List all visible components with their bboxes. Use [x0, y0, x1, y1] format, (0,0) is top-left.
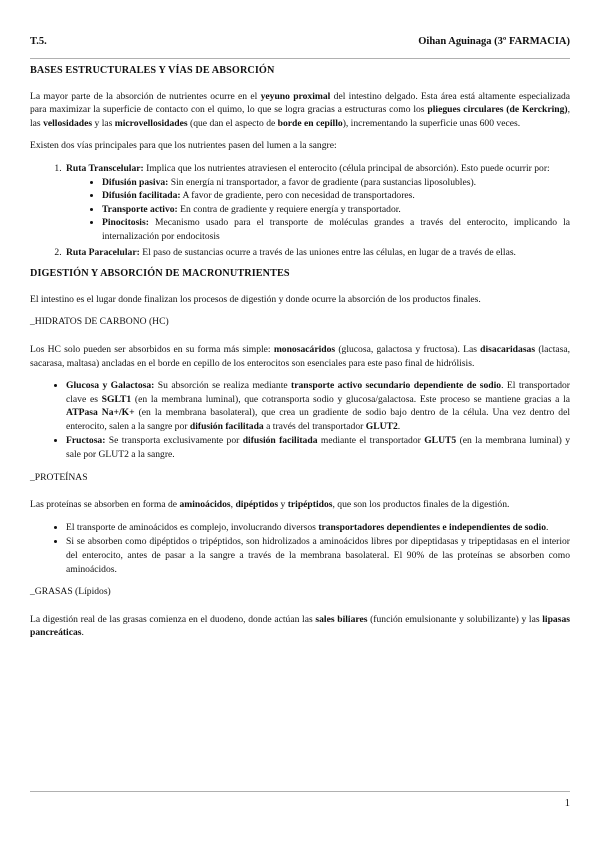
subheading-proteins: _PROTEÍNAS	[30, 471, 88, 483]
route-paracellular: 2. Ruta Paracelular: El paso de sustancias ocurre a través de las uniones entre las células, en lugar de a través de ellas.	[64, 246, 570, 260]
routes-list	[30, 162, 570, 259]
list-item: • El transporte de aminoácidos es complejo, involucrando diversos transportadores dependientes e independientes de sodio.	[66, 521, 570, 535]
footer-divider	[30, 791, 570, 792]
header-topic: T.5.	[30, 36, 47, 47]
subheading-fats: _GRASAS (Lípidos)	[30, 586, 111, 598]
paragraph-carbohydrates: Los HC solo pueden ser absorbidos en su forma más simple: monosacáridos (glucosa, galactosa y fructosa). Las disacaridasas (lactasa, sacarasa, maltasa) ancladas en el borde en cepillo de los enterocitos son esenciales para este paso final de hidrólisis.	[30, 343, 571, 369]
list-item: • Transporte activo: En contra de gradiente y requiere energía y transportador.	[102, 203, 570, 217]
subheading-carbohydrates: _HIDRATOS DE CARBONO (HC)	[30, 316, 169, 328]
paragraph-fats: La digestión real de las grasas comienza en el duodeno, donde actúan las sales biliares (función emulsionante y solubilizante) y las lipasas pancreáticas.	[30, 613, 570, 639]
page-number: 1	[564, 798, 570, 809]
paragraph-routes-intro: Existen dos vías principales para que los nutrientes pasen del lumen a la sangre:	[30, 140, 337, 152]
header-author: Oihan Aguinaga (3º FARMACIA)	[418, 36, 570, 47]
document-body	[30, 64, 570, 649]
list-item: • Difusión pasiva: Sin energía ni transportador, a favor de gradiente (para sustancias liposolubles).	[102, 176, 570, 190]
paragraph-proteins: Las proteínas se absorben en forma de aminoácidos, dipéptidos y tripéptidos, que son los productos finales de la digestión.	[30, 499, 510, 511]
list-item: • Difusión facilitada: A favor de gradiente, pero con necesidad de transportadores.	[102, 189, 570, 203]
carbohydrate-transport-list	[30, 379, 570, 462]
list-item-glucose: • Glucosa y Galactosa: Su absorción se realiza mediante transporte activo secundario dependiente de sodio. El transportador clave es SGLT1 (en la membrana luminal), que cotransporta sodio y glucosa/galactosa. Este proceso se mantiene gracias a la ATPasa Na+/K+ (en la membrana basolateral), que crea un gradiente de sodio bajo dentro de la célula. Una vez dentro del enterocito, salen a la sangre por difusión facilitada a través del transportador GLUT2.	[66, 379, 570, 433]
transcellular-mechanisms-list	[66, 176, 570, 244]
protein-transport-list	[30, 521, 570, 576]
list-item: • Si se absorben como dipéptidos o tripéptidos, son hidrolizados a aminoácidos libres por dipeptidasas y tripeptidasas en el interior del enterocito, antes de pasar a la sangre a través de la membrana basolateral. El 90% de las proteínas se absorben como aminoácidos.	[66, 535, 570, 576]
header-divider	[30, 58, 570, 59]
paragraph-digestion-intro: El intestino es el lugar donde finalizan los procesos de digestión y donde ocurre la absorción de los productos finales.	[30, 293, 481, 305]
page-header	[30, 36, 570, 50]
section-title-digestion: DIGESTIÓN Y ABSORCIÓN DE MACRONUTRIENTES	[30, 268, 290, 280]
route-transcellular: 1. Ruta Transcelular: Implica que los nutrientes atraviesen el enterocito (célula principal de absorción). Esto puede ocurrir por: • Difusión pasiva: Sin energía ni transportador, a favor de gradiente (para sustancias liposolubles). • Difusión facilitada: A favor de gradiente, pero con necesidad de transportadores. • Transporte activo: En contra de gradiente y requiere energía y transportador. • Pinocitosis: Mecanismo usado para el transporte de moléculas grandes a través del enterocito, implicando la internalización por endocitosis	[64, 162, 570, 244]
section-title-bases: BASES ESTRUCTURALES Y VÍAS DE ABSORCIÓN	[30, 65, 275, 76]
list-item: • Pinocitosis: Mecanismo usado para el transporte de moléculas grandes a través del enterocito, implicando la internalización por endocitosis	[102, 216, 570, 243]
paragraph-absorption-intro: La mayor parte de la absorción de nutrientes ocurre en el yeyuno proximal del intestino delgado. Esta área está altamente especializada para maximizar la superficie de contacto con el quimo, lo que se logra gracias a estructuras como los pliegues circulares (de Kerckring), las vellosidades y las microvellosidades (que dan el aspecto de borde en cepillo), incrementando la superficie unas 600 veces.	[30, 90, 571, 129]
list-item-fructose: • Fructosa: Se transporta exclusivamente por difusión facilitada mediante el transportador GLUT5 (en la membrana luminal) y sale por GLUT2 a la sangre.	[66, 434, 570, 461]
